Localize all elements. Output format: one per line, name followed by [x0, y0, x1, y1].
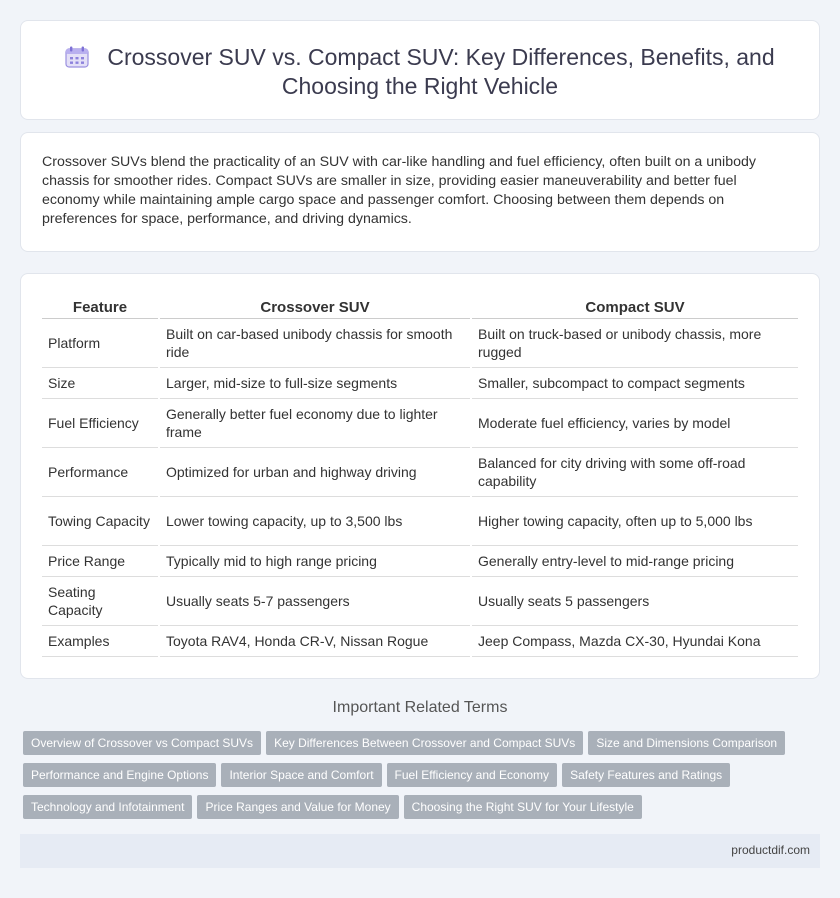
table-row [42, 368, 798, 399]
table-cell: Usually seats 5-7 passengers [159, 577, 471, 626]
table-cell: Examples [42, 626, 159, 657]
table-row [42, 448, 798, 497]
title-card [20, 20, 820, 120]
header-crossover: Crossover SUV [159, 295, 471, 319]
comparison-card [20, 273, 820, 679]
related-term-tag[interactable]: Size and Dimensions Comparison [588, 731, 785, 755]
related-terms-tags [23, 731, 803, 827]
table-cell: Optimized for urban and highway driving [159, 448, 471, 497]
table-cell: Seating Capacity [42, 577, 159, 626]
table-row [42, 497, 798, 546]
related-term-tag[interactable]: Fuel Efficiency and Economy [387, 763, 558, 787]
table-cell: Price Range [42, 546, 159, 577]
table-row [42, 399, 798, 448]
table-row [42, 319, 798, 368]
table-cell: Lower towing capacity, up to 3,500 lbs [159, 497, 471, 546]
table-cell: Performance [42, 448, 159, 497]
related-term-tag[interactable]: Choosing the Right SUV for Your Lifestyle [404, 795, 642, 819]
related-term-tag[interactable]: Key Differences Between Crossover and Compact SUVs [266, 731, 583, 755]
header-feature: Feature [42, 295, 159, 319]
table-row [42, 626, 798, 657]
table-row [42, 577, 798, 626]
related-term-tag[interactable]: Performance and Engine Options [23, 763, 216, 787]
related-term-tag[interactable]: Safety Features and Ratings [562, 763, 730, 787]
intro-card [20, 132, 820, 252]
table-cell: Fuel Efficiency [42, 399, 159, 448]
table-cell: Built on truck-based or unibody chassis, more rugged [471, 319, 798, 368]
table-cell: Typically mid to high range pricing [159, 546, 471, 577]
header-compact: Compact SUV [471, 295, 798, 319]
related-term-tag[interactable]: Interior Space and Comfort [221, 763, 381, 787]
table-cell: Generally entry-level to mid-range pricing [471, 546, 798, 577]
table-cell: Size [42, 368, 159, 399]
table-row [42, 546, 798, 577]
table-cell: Jeep Compass, Mazda CX-30, Hyundai Kona [471, 626, 798, 657]
page-title [61, 43, 779, 101]
table-header-row [42, 295, 798, 319]
table-cell: Built on car-based unibody chassis for smooth ride [159, 319, 471, 368]
table-cell: Generally better fuel economy due to lighter frame [159, 399, 471, 448]
footer [20, 834, 820, 868]
intro-paragraph: Crossover SUVs blend the practicality of an SUV with car-like handling and fuel efficiency, often built on a unibody chassis for smoother rides. Compact SUVs are smaller in size, providing easier maneuverability and better fuel economy while maintaining ample cargo space and passenger comfort. Choosing between them depends on preferences for space, performance, and driving dynamics. [42, 154, 756, 227]
table-cell: Towing Capacity [42, 497, 159, 546]
related-term-tag[interactable]: Overview of Crossover vs Compact SUVs [23, 731, 261, 755]
table-cell: Smaller, subcompact to compact segments [471, 368, 798, 399]
table-cell: Platform [42, 319, 159, 368]
table-cell: Higher towing capacity, often up to 5,000 lbs [471, 497, 798, 546]
table-cell: Larger, mid-size to full-size segments [159, 368, 471, 399]
title-line-1: Crossover SUV vs. Compact SUV: Key Differences, Benefits, and [107, 44, 775, 70]
table-cell: Toyota RAV4, Honda CR-V, Nissan Rogue [159, 626, 471, 657]
calendar-icon [65, 46, 89, 68]
title-line-2: Choosing the Right Vehicle [281, 73, 559, 99]
table-cell: Usually seats 5 passengers [471, 577, 798, 626]
comparison-table [42, 295, 798, 657]
footer-site-link[interactable]: productdif.com [731, 843, 810, 857]
table-cell: Moderate fuel efficiency, varies by model [471, 399, 798, 448]
related-term-tag[interactable]: Technology and Infotainment [23, 795, 192, 819]
related-terms-title: Important Related Terms [332, 699, 508, 716]
table-cell: Balanced for city driving with some off-road capability [471, 448, 798, 497]
related-term-tag[interactable]: Price Ranges and Value for Money [197, 795, 398, 819]
